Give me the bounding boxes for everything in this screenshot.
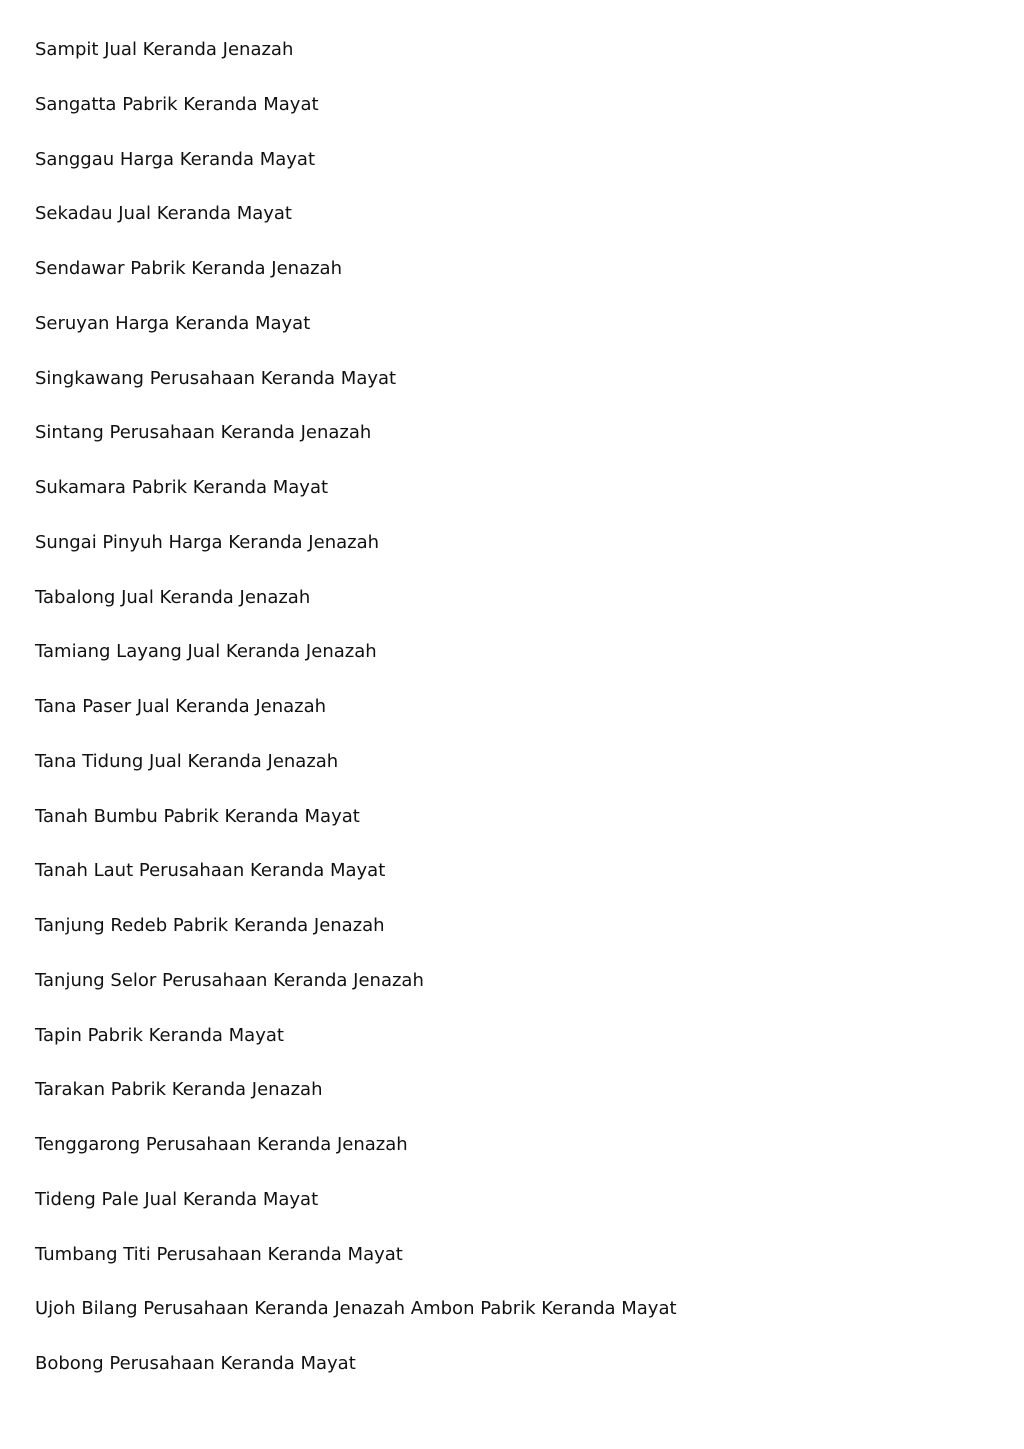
list-item: Sanggau Harga Keranda Mayat <box>35 148 316 170</box>
list-item: Tumbang Titi Perusahaan Keranda Mayat <box>35 1243 403 1265</box>
list-item: Sungai Pinyuh Harga Keranda Jenazah <box>35 531 380 553</box>
list-item: Sukamara Pabrik Keranda Mayat <box>35 477 329 498</box>
list-item: Tanah Bumbu Pabrik Keranda Mayat <box>35 805 360 827</box>
list-item: Tanjung Redeb Pabrik Keranda Jenazah <box>35 915 385 936</box>
list-item: Tarakan Pabrik Keranda Jenazah <box>35 1079 323 1101</box>
list-item: Tideng Pale Jual Keranda Mayat <box>35 1188 319 1210</box>
list-item: Tanjung Selor Perusahaan Keranda Jenazah <box>35 969 424 991</box>
list-item: Sintang Perusahaan Keranda Jenazah <box>35 422 372 444</box>
list-item: Bobong Perusahaan Keranda Mayat <box>35 1353 356 1374</box>
list-item: Tenggarong Perusahaan Keranda Jenazah <box>35 1134 408 1155</box>
list-item: Sekadau Jual Keranda Mayat <box>35 203 292 225</box>
location-list <box>35 36 995 1405</box>
list-item: Singkawang Perusahaan Keranda Mayat <box>35 367 397 389</box>
list-item: Sampit Jual Keranda Jenazah <box>35 39 294 60</box>
list-item: Tana Paser Jual Keranda Jenazah <box>35 696 327 717</box>
list-item: Tanah Laut Perusahaan Keranda Mayat <box>35 860 386 882</box>
list-item: Sangatta Pabrik Keranda Mayat <box>35 93 319 115</box>
list-item: Ujoh Bilang Perusahaan Keranda Jenazah Ambon Pabrik Keranda Mayat <box>35 1298 677 1320</box>
list-item: Sendawar Pabrik Keranda Jenazah <box>35 258 342 279</box>
list-item: Seruyan Harga Keranda Mayat <box>35 312 311 334</box>
list-item: Tamiang Layang Jual Keranda Jenazah <box>35 641 377 663</box>
list-item: Tabalong Jual Keranda Jenazah <box>35 586 311 608</box>
list-item: Tapin Pabrik Keranda Mayat <box>35 1024 284 1046</box>
list-item: Tana Tidung Jual Keranda Jenazah <box>35 750 339 772</box>
